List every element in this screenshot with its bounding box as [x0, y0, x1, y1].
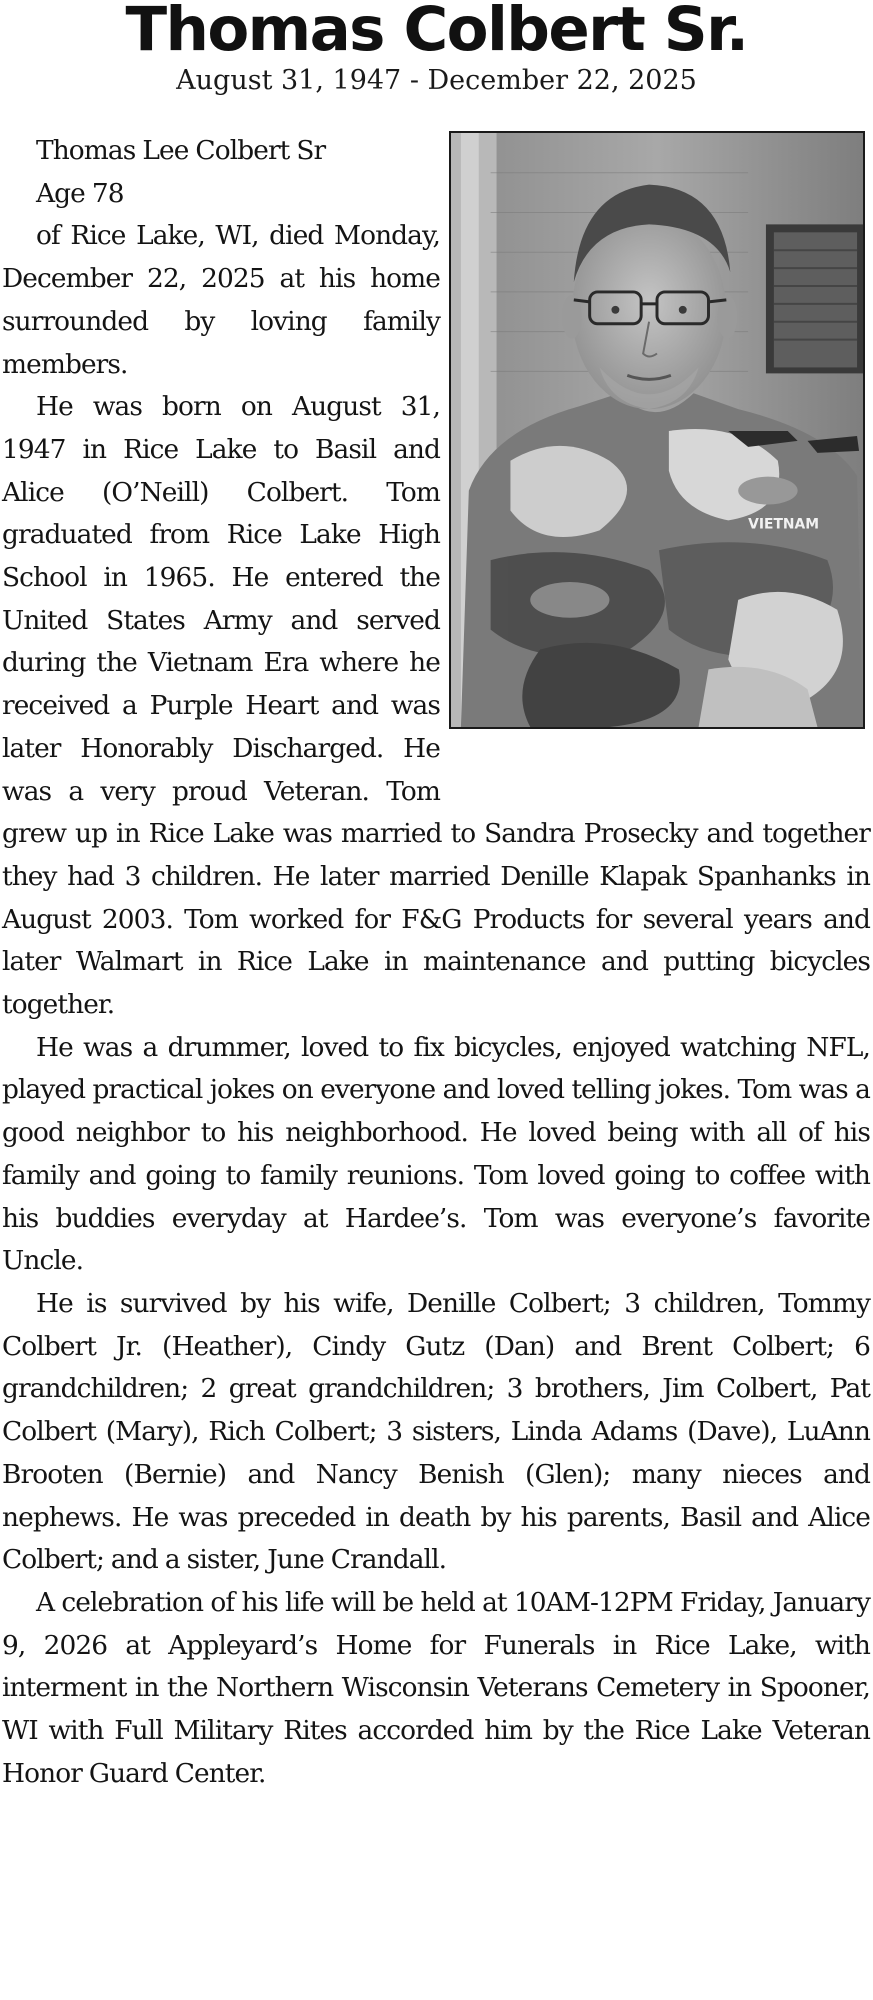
interests-paragraph: He was a drummer, loved to fix bicycles, enjoyed watching NFL, played practical jokes on everyone and loved telling jokes. Tom was a good neighbor to his neighborhood. He loved being with all of his family and going to family reunions. Tom loved going to coffee with his buddies everyday at Hardee’s. Tom was everyone’s favorite Uncle. [2, 1031, 870, 1277]
age-line: Age 78 [36, 177, 124, 209]
shirt-print-text: VIETNAM [748, 516, 820, 533]
biography-paragraph: He was born on August 31, 1947 in Rice Lake to Basil and Alice (O’Neill) Colbert. Tom graduated from Rice Lake High School in 1965. He entered the United States Army and served during the Vietnam Era where he received a Purple Heart and was later Honorably Discharged. He was a very proud Veteran. Tom grew up in Rice Lake was married to Sandra Prosecky and together they had 3 children. He later married Denille Klapak Spanhanks in August 2003. Tom worked for F&G Products for several years and later Walmart in Rice Lake in maintenance and putting bicycles together. [2, 391, 870, 1021]
survivors-paragraph: He is survived by his wife, Denille Colbert; 3 children, Tommy Colbert Jr. (Heather), Cindy Gutz (Dan) and Brent Colbert; 6 grandchildren; 2 great grandchildren; 3 brothers, Jim Colbert, Pat Colbert (Mary), Rich Colbert; 3 sisters, Linda Adams (Dave), LuAnn Brooten (Bernie) and Nancy Benish (Glen); many nieces and nephews. He was preceded in death by his parents, Basil and Alice Colbert; and a sister, June Crandall. [2, 1287, 870, 1576]
life-dates: August 31, 1947 - December 22, 2025 [176, 65, 697, 96]
service-paragraph: A celebration of his life will be held at 10AM-12PM Friday, January 9, 2026 at Appleyard’s Home for Funerals in Rice Lake, with interment in the Northern Wisconsin Veterans Cemetery in Spooner, WI with Full Military Rites accorded him by the Rice Lake Veteran Honor Guard Center. [2, 1586, 870, 1789]
death-paragraph: of Rice Lake, WI, died Monday, December 22, 2025 at his home surrounded by loving family members. [2, 220, 440, 380]
full-name-line: Thomas Lee Colbert Sr [36, 135, 326, 166]
obituary-body [2, 130, 870, 1795]
obituary-name: Thomas Colbert Sr. [125, 0, 748, 65]
